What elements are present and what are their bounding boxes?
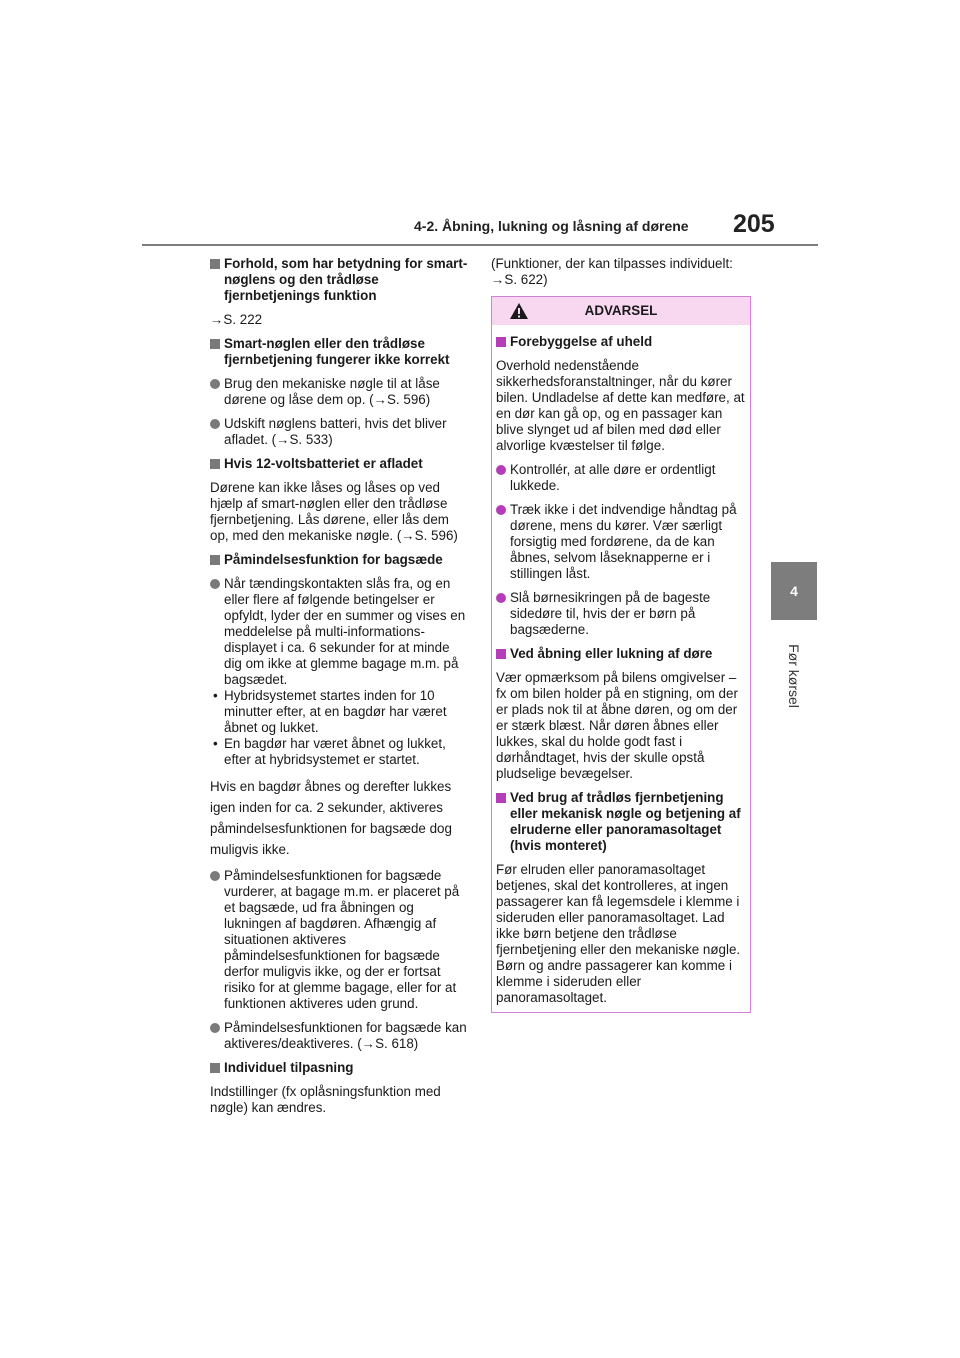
page-reference: →S. 222 (210, 312, 263, 327)
chapter-label: Før kørsel (786, 644, 802, 708)
sub-bullet-hybrid-started: • Hybridsystemet startes inden for 10 minutter efter, at en bagdør har været åbnet og lukket. (210, 688, 468, 736)
heading-battery-discharged: Hvis 12-voltsbatteriet er afladet (210, 456, 468, 472)
sub-bullet-list (210, 688, 468, 768)
warning-heading-accident: Forebyggelse af uheld (496, 334, 746, 350)
paragraph-customization: Indstillinger (fx oplåsningsfunktion med nøgle) kan ændres. (210, 1084, 441, 1115)
heading-customization: Individuel tilpasning (210, 1060, 468, 1076)
paragraph-custom-functions: (Funktioner, der kan tilpasses individuelt: →S. 622) (491, 256, 733, 287)
paragraph-battery: Dørene kan ikke låses og låses op ved hjælp af smart-nøglen eller den trådløse fjernbetjening. Lås dørene, eller lås dem op, med den mekaniske nøgle. (→S. 596) (210, 480, 458, 543)
warning-triangle-icon (509, 302, 529, 320)
warning-title: ADVARSEL (584, 303, 658, 318)
heading-malfunction: Smart-nøglen eller den trådløse fjernbetjening fungerer ikke korrekt (210, 336, 468, 368)
sub-bullet-door-opened: • En bagdør har været åbnet og lukket, efter at hybridsystemet er startet. (210, 736, 468, 768)
bullet-reminder-evaluation: Påmindelsesfunktionen for bagsæde vurderer, at bagage m.m. er placeret på et bagsæde, ud fra åbningen og lukningen af bagdøren. Afhængig af situationen aktiveres påmindelsesfunktionen for bagsæde derfor muligvis ikke, og der er fortsat risiko for at glemme bagage, eller for at funktionen aktiveres uden grund. (210, 868, 468, 1012)
warning-heading-remote-windows: Ved brug af trådløs fjernbetjening eller mekanisk nøgle og betjening af elruderne eller panoramasoltaget (hvis monteret) (496, 790, 746, 854)
bullet-reminder-conditions: Når tændingskontakten slås fra, og en eller flere af følgende betingelser er opfyldt, lyder der en summer og vises en meddelelse på multi-informations-displayet i ca. 6 sekunder for at minde dig om ikke at glemme bagage m.m. på bagsædet. (210, 576, 468, 688)
right-column (491, 256, 753, 1013)
paragraph-reminder-note: Hvis en bagdør åbnes og derefter lukkes igen inden for ca. 2 sekunder, aktiveres påmindelsesfunktionen for bagsæde dog muligvis ikke. (210, 779, 452, 857)
chapter-tab: 4 (771, 562, 817, 620)
warning-bullet-inner-handle: Træk ikke i det indvendige håndtag på dørene, mens du kører. Vær særligt forsigtig med fordørene, da de kan åbnes, selvom låseknapperne er i stillingen låst. (496, 502, 746, 582)
warning-bullet-child-lock: Slå børnesikringen på de bageste sidedøre til, hvis der er børn på bagsæderne. (496, 590, 746, 638)
warning-box (491, 296, 751, 1013)
warning-body (492, 325, 750, 1012)
warning-header (492, 297, 750, 325)
bullet-replace-battery: Udskift nøglens batteri, hvis det bliver afladet. (→S. 533) (210, 416, 468, 448)
bullet-reminder-toggle: Påmindelsesfunktionen for bagsæde kan aktiveres/deaktiveres. (→S. 618) (210, 1020, 468, 1052)
warning-paragraph-surroundings: Vær opmærksom på bilens omgivelser – fx om bilen holder på en stigning, om der er plads nok til at åbne døren, og om der er stærk blæst. Når døren åbnes eller lukkes, skal du holde godt fast i dørhåndtaget, hvis der skulle opstå pludselige bevægelser. (496, 670, 738, 781)
page-number: 205 (733, 210, 775, 238)
bullet-mechanical-key: Brug den mekaniske nøgle til at låse dørene og låse dem op. (→S. 596) (210, 376, 468, 408)
header-rule (142, 244, 818, 246)
heading-rear-seat-reminder: Påmindelsesfunktion for bagsæde (210, 552, 468, 568)
section-title: 4-2. Åbning, lukning og låsning af dørene (414, 218, 689, 234)
heading-conditions: Forhold, som har betydning for smart-nøglens og den trådløse fjernbetjenings funktion (210, 256, 468, 304)
warning-paragraph-windows: Før elruden eller panoramasoltaget betjenes, skal det kontrolleres, at ingen passagerer kan få legemsdele i klemme i sideruden eller panoramasoltaget. Lad ikke børn betjene den trådløse fjernbetjening eller den mekaniske nøgle. Børn og andre passagerer kan komme i klemme i sideruden eller panoramasoltaget. (496, 862, 741, 1005)
warning-bullet-doors-closed: Kontrollér, at alle døre er ordentligt lukkede. (496, 462, 746, 494)
left-column (210, 256, 468, 1124)
warning-heading-opening-doors: Ved åbning eller lukning af døre (496, 646, 746, 662)
warning-paragraph-precautions: Overhold nedenstående sikkerhedsforanstaltninger, når du kører bilen. Undladelse af dette kan medføre, at en dør kan gå op, og en passager kan blive slynget ud af bilen med død eller alvorlige kvæstelser til følge. (496, 358, 745, 453)
